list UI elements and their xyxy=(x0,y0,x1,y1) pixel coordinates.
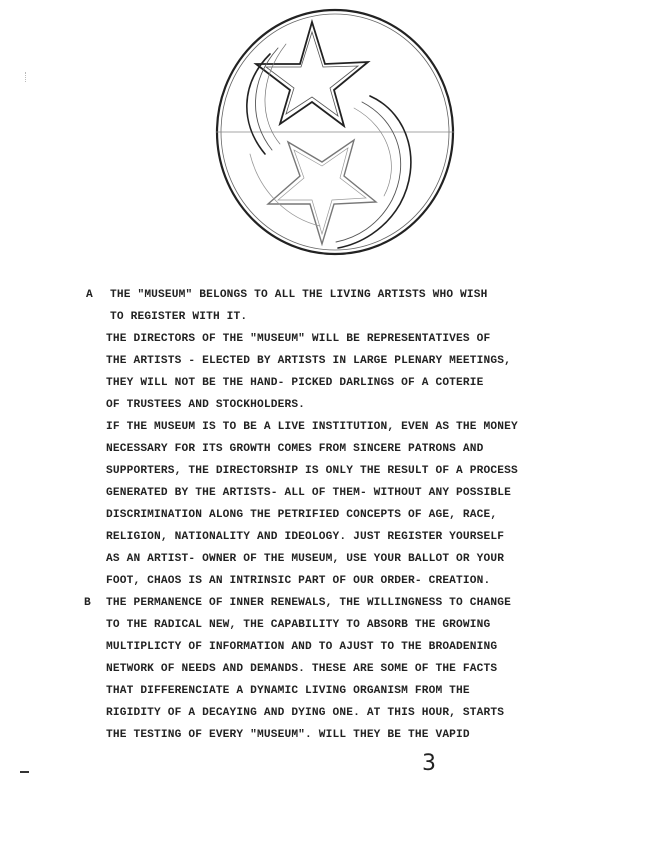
text-line: THE ARTISTS - ELECTED BY ARTISTS IN LARGE PLENARY MEETINGS, xyxy=(106,355,511,367)
text-line: RELIGION, NATIONALITY AND IDEOLOGY. JUST REGISTER YOURSELF xyxy=(106,531,505,543)
text-line: THE PERMANENCE OF INNER RENEWALS, THE WILLINGNESS TO CHANGE xyxy=(106,597,511,609)
text-line: DISCRIMINATION ALONG THE PETRIFIED CONCEPTS OF AGE, RACE, xyxy=(106,509,498,521)
text-line: FOOT, CHAOS IS AN INTRINSIC PART OF OUR ORDER- CREATION. xyxy=(106,575,491,587)
text-line: NETWORK OF NEEDS AND DEMANDS. THESE ARE SOME OF THE FACTS xyxy=(106,663,498,675)
text-line: IF THE MUSEUM IS TO BE A LIVE INSTITUTION, EVEN AS THE MONEY xyxy=(106,421,518,433)
text-line: SUPPORTERS, THE DIRECTORSHIP IS ONLY THE RESULT OF A PROCESS xyxy=(106,465,518,477)
text-line: MULTIPLICTY OF INFORMATION AND TO AJUST TO THE BROADENING xyxy=(106,641,498,653)
section-marker-a: A xyxy=(86,289,93,301)
text-line: THAT DIFFERENCIATE A DYNAMIC LIVING ORGANISM FROM THE xyxy=(106,685,470,697)
page-number: 3 xyxy=(422,751,436,776)
text-line: THE "MUSEUM" BELONGS TO ALL THE LIVING ARTISTS WHO WISH xyxy=(110,289,488,301)
margin-dash-mark xyxy=(20,771,29,773)
text-line: THE TESTING OF EVERY "MUSEUM". WILL THEY BE THE VAPID xyxy=(106,729,470,741)
text-line: OF TRUSTEES AND STOCKHOLDERS. xyxy=(106,399,306,411)
text-line: THEY WILL NOT BE THE HAND- PICKED DARLINGS OF A COTERIE xyxy=(106,377,484,389)
text-line: RIGIDITY OF A DECAYING AND DYING ONE. AT THIS HOUR, STARTS xyxy=(106,707,505,719)
star-circle-emblem-icon xyxy=(210,4,460,260)
text-line: AS AN ARTIST- OWNER OF THE MUSEUM, USE YOUR BALLOT OR YOUR xyxy=(106,553,505,565)
margin-speck-marks xyxy=(25,72,30,82)
text-line: GENERATED BY THE ARTISTS- ALL OF THEM- WITHOUT ANY POSSIBLE xyxy=(106,487,511,499)
text-line: THE DIRECTORS OF THE "MUSEUM" WILL BE REPRESENTATIVES OF xyxy=(106,333,491,345)
section-marker-b: B xyxy=(84,597,91,609)
text-line: NECESSARY FOR ITS GROWTH COMES FROM SINCERE PATRONS AND xyxy=(106,443,484,455)
text-line: TO REGISTER WITH IT. xyxy=(110,311,248,323)
text-line: TO THE RADICAL NEW, THE CAPABILITY TO ABSORB THE GROWING xyxy=(106,619,491,631)
